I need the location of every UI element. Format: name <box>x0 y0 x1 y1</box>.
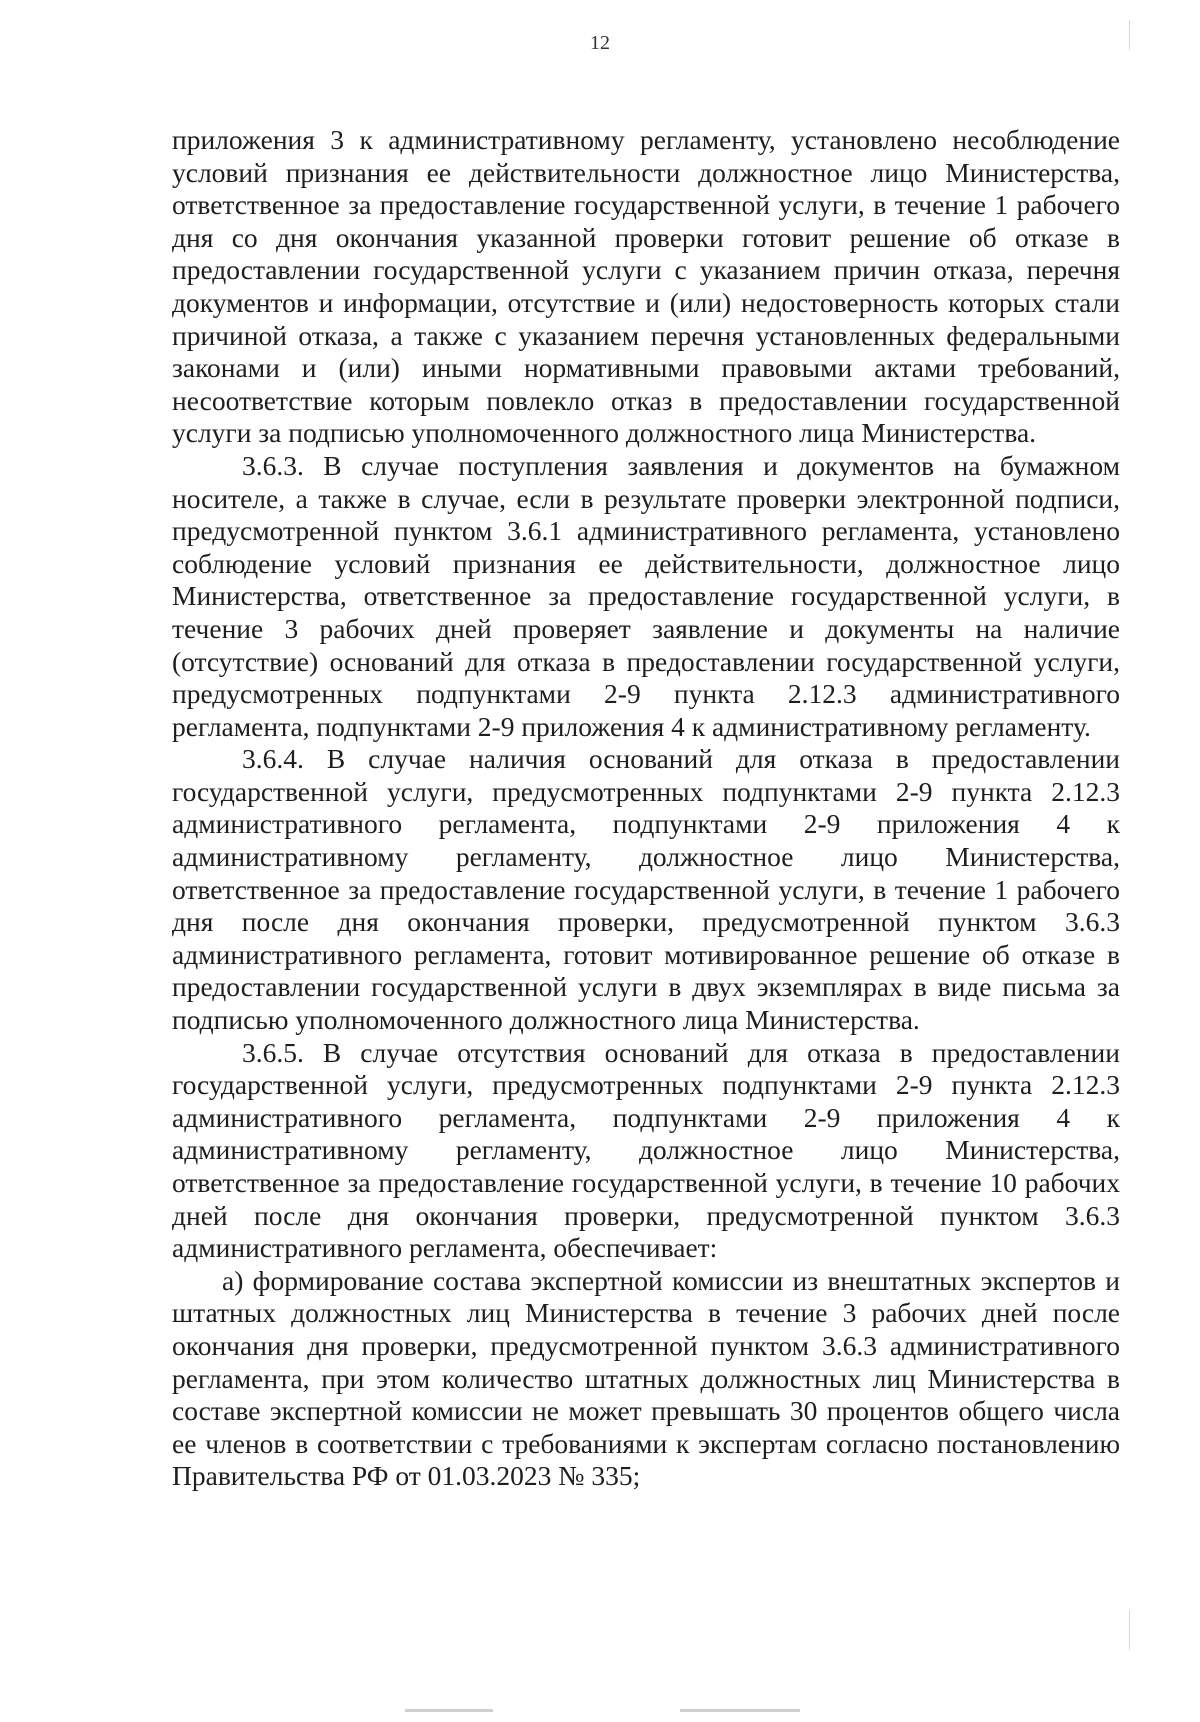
paragraph-3-6-4: 3.6.4. В случае наличия оснований для отказа в предоставлении государственной услуги, предусмотренных подпунктами 2-9 пункта 2.12.3 административного регламента, подпунктами 2-9 приложения 4 к административному регламенту, должностное лицо Министерства, ответственное за предоставление государственной услуги, в течение 1 рабочего дня после дня окончания проверки, предусмотренной пунктом 3.6.3 административного регламента, готовит мотивированное решение об отказе в предоставлении государственной услуги в двух экземплярах в виде письма за подписью уполномоченного должностного лица Министерства. <box>172 743 1120 1036</box>
scan-artifact-mark <box>405 1709 493 1712</box>
scan-edge-mark <box>1129 20 1130 50</box>
page-number: 12 <box>590 32 610 54</box>
paragraph-continuation: приложения 3 к административному регламенту, установлено несоблюдение условий признания ее действительности должностное лицо Министерства, ответственное за предоставление государственной услуги, в течение 1 рабочего дня со дня окончания указанной проверки готовит решение об отказе в предоставлении государственной услуги с указанием причин отказа, перечня документов и информации, отсутствие и (или) недостоверность которых стали причиной отказа, а также с указанием перечня установленных федеральными законами и (или) иными нормативными правовыми актами требований, несоответствие которым повлекло отказ в предоставлении государственной услуги за подписью уполномоченного должностного лица Министерства. <box>172 124 1120 449</box>
document-body <box>172 124 1120 1493</box>
scan-edge-mark <box>1129 1610 1130 1650</box>
paragraph-item-a: а) формирование состава экспертной комиссии из внештатных экспертов и штатных должностных лиц Министерства в течение 3 рабочих дней после окончания дня проверки, предусмотренной пунктом 3.6.3 административного регламента, при этом количество штатных должностных лиц Министерства в составе экспертной комиссии не может превышать 30 процентов общего числа ее членов в соответствии с требованиями к экспертам согласно постановлению Правительства РФ от 01.03.2023 № 335; <box>172 1264 1120 1492</box>
paragraph-3-6-5: 3.6.5. В случае отсутствия оснований для отказа в предоставлении государственной услуги, предусмотренных подпунктами 2-9 пункта 2.12.3 административного регламента, подпунктами 2-9 приложения 4 к административному регламенту, должностное лицо Министерства, ответственное за предоставление государственной услуги, в течение 10 рабочих дней после дня окончания проверки, предусмотренной пунктом 3.6.3 административного регламента, обеспечивает: <box>172 1036 1120 1264</box>
scan-artifact-mark <box>680 1709 800 1712</box>
paragraph-3-6-3: 3.6.3. В случае поступления заявления и документов на бумажном носителе, а также в случае, если в результате проверки электронной подписи, предусмотренной пунктом 3.6.1 административного регламента, установлено соблюдение условий признания ее действительности, должностное лицо Министерства, ответственное за предоставление государственной услуги, в течение 3 рабочих дней проверяет заявление и документы на наличие (отсутствие) оснований для отказа в предоставлении государственной услуги, предусмотренных подпунктами 2-9 пункта 2.12.3 административного регламента, подпунктами 2-9 приложения 4 к административному регламенту. <box>172 449 1120 742</box>
